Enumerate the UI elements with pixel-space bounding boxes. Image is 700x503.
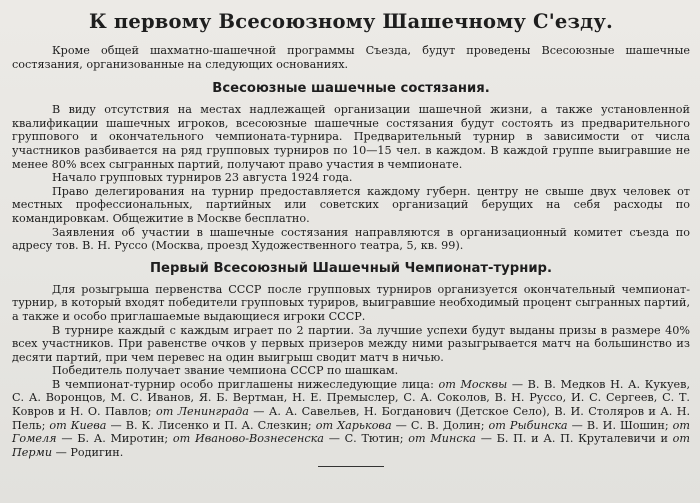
competitions-paragraph-3: Право делегирования на турнир предоставляется каждому губерн. центру не свыше двух человек от местных профессиональных, партийных или советских организаций берущих на себя расходы по командировкам. Общежитие в Москве бесплатно. — [12, 184, 690, 225]
competitions-paragraph-4: Заявления об участии в шашечные состязания направляются в организационный комитет съезда по адресу тов. В. Н. Руссо (Москва, проезд Художественного театра, 5, кв. 99). — [12, 225, 690, 253]
invited-city: от Перми — [12, 432, 691, 459]
invited-names: — А. А. Савельев, Н. Богданович (Детское Село), В. И. Столяров и А. Н. Пель; — [12, 405, 691, 432]
invited-names: — В. К. Лисенко и П. А. Слезкин; — [110, 418, 312, 432]
intro-paragraph: Кроме общей шахматно-шашечной программы Съезда, будут проведены Всесоюзные шашечные состязания, организованные на следующих основаниях. — [12, 44, 690, 71]
invited-names: — В. В. Медков Н. А. Кукуев, С. А. Воронцов, М. С. Иванов, Я. Б. Вертман, Н. Е. Премыслер, С. А. Соколов, В. Н. Руссо, И. С. Сергеев, С. Т. Ковров и Н. О. Павлов; — [12, 377, 690, 419]
invited-names: — Б. П. и А. П. Круталевичи и — [480, 432, 668, 446]
championship-paragraph-2: В турнире каждый с каждым играет по 2 партии. За лучшие успехи будут выданы призы в размере 40% всех участников. При равенстве очков у первых призеров между ними разыгрывается матч на большинство из десяти партий, при чем перевес на один выигрыш сводит матч в ничью. — [12, 323, 690, 364]
invited-lead: В чемпионат-турнир особо приглашены нижеследующие лица: — [52, 377, 434, 391]
competitions-paragraph-2: Начало групповых турниров 23 августа 1924 года. — [52, 171, 353, 185]
page-title: К первому Всесоюзному Шашечному С'езду. — [88, 10, 614, 33]
closing-divider — [318, 466, 384, 467]
invited-names: — С. В. Долин; — [395, 418, 485, 432]
invited-city: от Харькова — [315, 418, 392, 432]
invited-names: — С. Тютин; — [328, 432, 404, 446]
invited-names: — В. И. Шошин; — [571, 418, 669, 432]
championship-paragraph-1: Для розыгрыша первенства СССР после групповых турниров организуется окончательный чемпионат-турнир, в который входят победители групповых туриров, выигравшие необходимый процент сыгранных партий, а также и особо приглашаемые выдающиеся игроки СССР. — [12, 282, 690, 323]
invited-city: от Гомеля — [12, 418, 691, 446]
invited-players-paragraph — [12, 378, 690, 460]
invited-city: от Иваново-Вознесенска — [172, 432, 324, 446]
competitions-paragraph-1: В виду отсутствия на местах надлежащей организации шашечной жизни, а также установленной квалификации шашечных игроков, всесоюзные шашечные состязания будут состоять из предварительного группового и окончательного чемпионата-турнира. Предварительный турнир в зависимости от числа участников разбивается на ряд групповых турниров по 10—15 чел. в каждом. В каждой группе выигравшие не менее 80% всех сыгранных партий, получают право участия в чемпионате. — [12, 103, 690, 171]
invited-names: — Б. А. Миротин; — [61, 432, 169, 446]
invited-city: от Киева — [49, 418, 107, 432]
championship-paragraph-3: Победитель получает звание чемпиона СССР по шашкам. — [52, 364, 399, 378]
section-heading-competitions: Всесоюзные шашечные состязания. — [212, 81, 490, 97]
invited-city: от Рыбинска — [488, 418, 568, 432]
invited-city: от Минска — [408, 432, 476, 446]
invited-city: от Москвы — [438, 377, 508, 391]
invited-city: от Ленинграда — [155, 405, 249, 419]
invited-names: — Родигин. — [55, 445, 124, 459]
section-heading-championship: Первый Всесоюзный Шашечный Чемпионат-турнир. — [149, 260, 553, 276]
